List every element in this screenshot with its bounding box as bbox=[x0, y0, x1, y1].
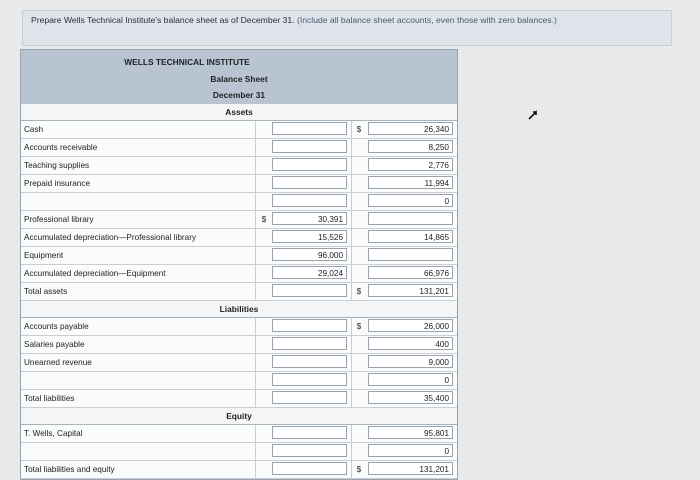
amount-input-col1[interactable] bbox=[272, 391, 347, 404]
amount-input-col1[interactable] bbox=[272, 462, 347, 475]
dollar-sign bbox=[352, 336, 366, 353]
table-row bbox=[21, 175, 457, 193]
dollar-sign bbox=[256, 283, 272, 300]
dollar-sign bbox=[256, 336, 272, 353]
dollar-sign bbox=[256, 121, 272, 138]
dollar-sign: $ bbox=[356, 125, 362, 134]
amount-input-col1[interactable]: 15,526 bbox=[272, 230, 347, 243]
instruction-banner bbox=[22, 10, 672, 46]
amount-input-col1[interactable] bbox=[272, 158, 347, 171]
sheet-date: December 31 bbox=[212, 90, 266, 100]
table-row bbox=[21, 283, 457, 301]
dollar-sign bbox=[352, 139, 366, 156]
table-row bbox=[21, 121, 457, 139]
account-label[interactable]: Teaching supplies bbox=[21, 157, 256, 174]
dollar-sign bbox=[352, 175, 366, 192]
amount-input-col1[interactable] bbox=[272, 140, 347, 153]
amount-input-col2[interactable]: 400 bbox=[368, 337, 453, 350]
table-row bbox=[21, 247, 457, 265]
balance-sheet-table bbox=[20, 49, 458, 480]
dollar-sign bbox=[256, 265, 272, 282]
amount-input-col1[interactable] bbox=[272, 319, 347, 332]
table-row bbox=[21, 139, 457, 157]
table-row bbox=[21, 372, 457, 390]
dollar-sign bbox=[256, 175, 272, 192]
sheet-title: Balance Sheet bbox=[210, 74, 268, 84]
amount-input-col2[interactable]: 35,400 bbox=[368, 391, 453, 404]
account-label[interactable] bbox=[21, 443, 256, 460]
amount-input-col2[interactable]: 14,865 bbox=[368, 230, 453, 243]
account-label[interactable]: Accumulated depreciation—Equipment bbox=[21, 265, 256, 282]
account-label[interactable]: Cash bbox=[21, 121, 256, 138]
account-label[interactable]: Salaries payable bbox=[21, 336, 256, 353]
dollar-sign bbox=[256, 139, 272, 156]
amount-input-col2[interactable]: 0 bbox=[368, 373, 453, 386]
amount-input-col1[interactable] bbox=[272, 373, 347, 386]
dollar-sign: $ bbox=[261, 215, 267, 224]
account-label[interactable]: Total liabilities bbox=[21, 390, 256, 407]
amount-input-col1[interactable] bbox=[272, 284, 347, 297]
amount-input-col2[interactable]: 66,976 bbox=[368, 266, 453, 279]
dollar-sign bbox=[352, 193, 366, 210]
account-label[interactable]: Professional library bbox=[21, 211, 256, 228]
dollar-sign bbox=[256, 354, 272, 371]
account-label[interactable]: Unearned revenue bbox=[21, 354, 256, 371]
amount-input-col2[interactable]: 0 bbox=[368, 444, 453, 457]
amount-input-col2[interactable]: 26,340 bbox=[368, 122, 453, 135]
amount-input-col1[interactable] bbox=[272, 355, 347, 368]
account-label[interactable] bbox=[21, 193, 256, 210]
section-assets: Assets bbox=[21, 104, 457, 121]
amount-input-col2[interactable]: 131,201 bbox=[368, 284, 453, 297]
amount-input-col1[interactable]: 30,391 bbox=[272, 212, 347, 225]
dollar-sign bbox=[256, 229, 272, 246]
amount-input-col1[interactable] bbox=[272, 176, 347, 189]
amount-input-col1[interactable] bbox=[272, 122, 347, 135]
instruction-text: Prepare Wells Technical Institute's balance sheet as of December 31. bbox=[31, 15, 295, 25]
dollar-sign bbox=[352, 247, 366, 264]
account-label[interactable]: T. Wells, Capital bbox=[21, 425, 256, 442]
dollar-sign: $ bbox=[356, 465, 362, 474]
dollar-sign bbox=[256, 390, 272, 407]
instruction-note: (Include all balance sheet accounts, even those with zero balances.) bbox=[296, 15, 557, 25]
table-row bbox=[21, 318, 457, 336]
table-row bbox=[21, 354, 457, 372]
dollar-sign bbox=[256, 425, 272, 442]
dollar-sign bbox=[256, 443, 272, 460]
account-label[interactable]: Accumulated depreciation—Professional library bbox=[21, 229, 256, 246]
company-name: WELLS TECHNICAL INSTITUTE bbox=[124, 57, 250, 67]
amount-input-col1[interactable]: 29,024 bbox=[272, 266, 347, 279]
amount-input-col1[interactable] bbox=[272, 444, 347, 457]
amount-input-col2[interactable] bbox=[368, 248, 453, 261]
dollar-sign: $ bbox=[356, 287, 362, 296]
dollar-sign bbox=[256, 372, 272, 389]
dollar-sign bbox=[352, 425, 366, 442]
amount-input-col1[interactable] bbox=[272, 337, 347, 350]
table-row bbox=[21, 425, 457, 443]
dollar-sign: $ bbox=[356, 322, 362, 331]
dollar-sign bbox=[256, 193, 272, 210]
amount-input-col1[interactable]: 96,000 bbox=[272, 248, 347, 261]
amount-input-col2[interactable]: 2,776 bbox=[368, 158, 453, 171]
dollar-sign bbox=[352, 157, 366, 174]
account-label[interactable]: Total liabilities and equity bbox=[21, 461, 256, 478]
account-label[interactable]: Total assets bbox=[21, 283, 256, 300]
account-label[interactable]: Accounts payable bbox=[21, 318, 256, 335]
account-label[interactable] bbox=[21, 372, 256, 389]
table-row bbox=[21, 211, 457, 229]
amount-input-col2[interactable]: 95,801 bbox=[368, 426, 453, 439]
table-row bbox=[21, 390, 457, 408]
sheet-header bbox=[21, 50, 457, 104]
amount-input-col2[interactable]: 26,000 bbox=[368, 319, 453, 332]
dollar-sign bbox=[352, 229, 366, 246]
amount-input-col2[interactable]: 0 bbox=[368, 194, 453, 207]
table-row bbox=[21, 265, 457, 283]
dollar-sign bbox=[352, 211, 366, 228]
section-liabilities: Liabilities bbox=[21, 301, 457, 318]
table-row bbox=[21, 229, 457, 247]
section-equity: Equity bbox=[21, 408, 457, 425]
dollar-sign bbox=[352, 265, 366, 282]
dollar-sign bbox=[352, 354, 366, 371]
amount-input-col1[interactable] bbox=[272, 194, 347, 207]
table-row bbox=[21, 461, 457, 479]
table-row bbox=[21, 193, 457, 211]
dollar-sign bbox=[256, 461, 272, 478]
table-row bbox=[21, 336, 457, 354]
amount-input-col2[interactable]: 131,201 bbox=[368, 462, 453, 475]
amount-input-col2[interactable]: 9,000 bbox=[368, 355, 453, 368]
account-label[interactable]: Accounts receivable bbox=[21, 139, 256, 156]
account-label[interactable]: Equipment bbox=[21, 247, 256, 264]
dollar-sign bbox=[256, 247, 272, 264]
amount-input-col2[interactable]: 11,994 bbox=[368, 176, 453, 189]
mouse-pointer-icon bbox=[528, 110, 538, 120]
dollar-sign bbox=[256, 157, 272, 174]
table-row bbox=[21, 443, 457, 461]
amount-input-col1[interactable] bbox=[272, 426, 347, 439]
amount-input-col2[interactable] bbox=[368, 212, 453, 225]
dollar-sign bbox=[256, 318, 272, 335]
dollar-sign bbox=[352, 443, 366, 460]
amount-input-col2[interactable]: 8,250 bbox=[368, 140, 453, 153]
dollar-sign bbox=[352, 372, 366, 389]
dollar-sign bbox=[352, 390, 366, 407]
account-label[interactable]: Prepaid insurance bbox=[21, 175, 256, 192]
table-row bbox=[21, 157, 457, 175]
